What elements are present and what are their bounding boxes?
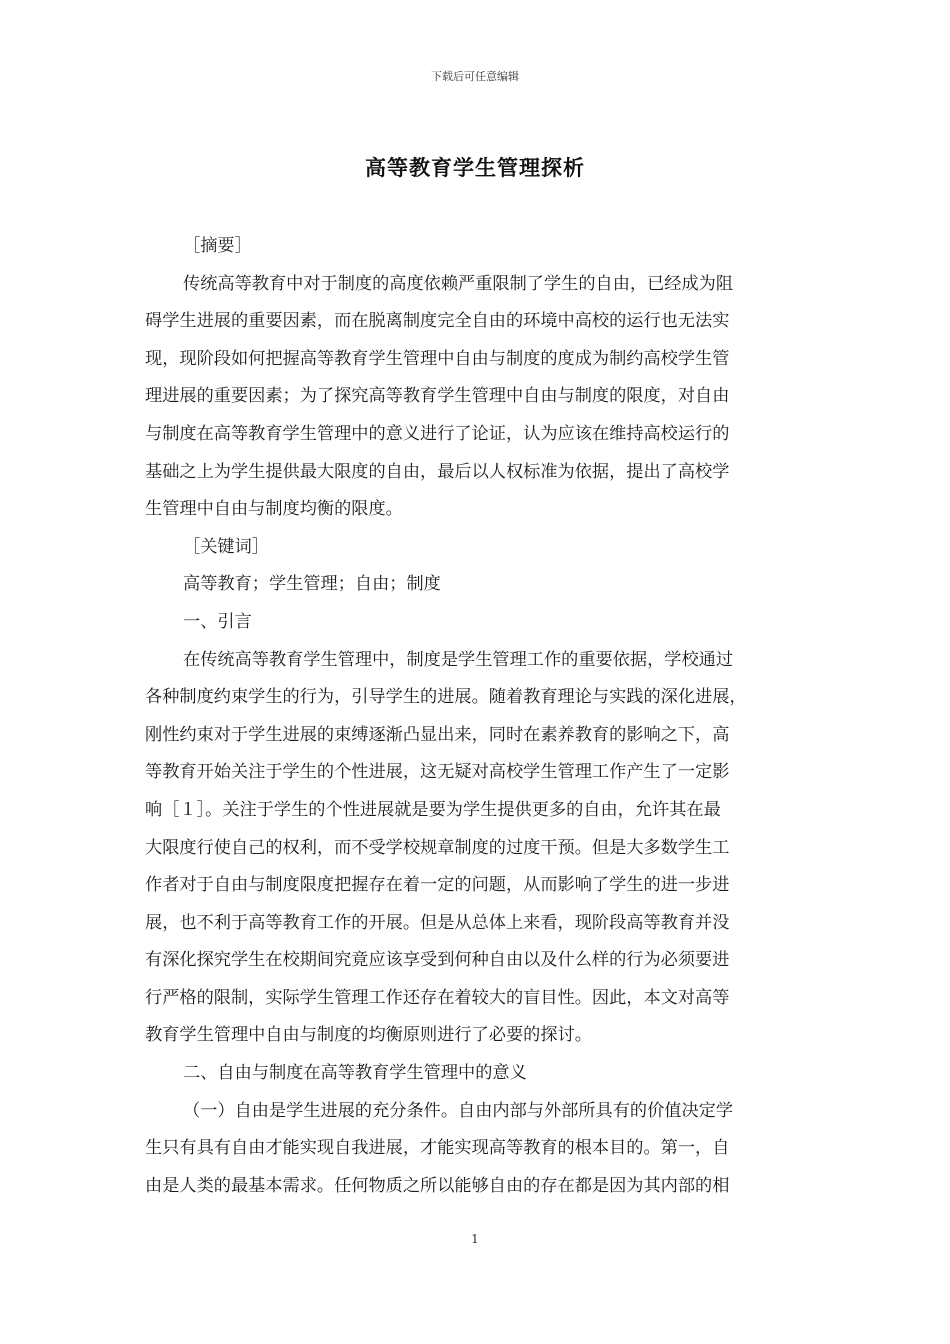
abstract-heading: ［摘要］ [183, 236, 252, 256]
abstract-line: 理进展的重要因素；为了探究高等教育学生管理中自由与制度的限度，对自由 [145, 386, 730, 407]
body-line: 刚性约束对于学生进展的束缚逐渐凸显出来，同时在素养教育的影响之下，高 [145, 724, 730, 745]
body-line: 由是人类的最基本需求。任何物质之所以能够自由的存在都是因为其内部的相 [145, 1175, 730, 1196]
document-title: 高等教育学生管理探析 [365, 155, 585, 180]
keywords-text: 高等教育；学生管理；自由；制度 [183, 574, 441, 595]
keywords-heading: ［关键词］ [183, 536, 269, 557]
body-line: 各种制度约束学生的行为，引导学生的进展。随着教育理论与实践的深化进展， [145, 687, 747, 708]
abstract-line: 与制度在高等教育学生管理中的意义进行了论证，认为应该在维持高校运行的 [145, 423, 730, 444]
abstract-line: 现，现阶段如何把握高等教育学生管理中自由与制度的度成为制约高校学生管 [145, 348, 730, 369]
body-line: 教育学生管理中自由与制度的均衡原则进行了必要的探讨。 [145, 1025, 592, 1046]
abstract-line: 基础之上为学生提供最大限度的自由，最后以人权标准为依据，提出了高校学 [145, 461, 730, 482]
abstract-line: 传统高等教育中对于制度的高度依赖严重限制了学生的自由，已经成为阻 [183, 273, 734, 294]
body-line: 等教育开始关注于学生的个性进展，这无疑对高校学生管理工作产生了一定影 [145, 762, 730, 783]
body-line: 作者对于自由与制度限度把握存在着一定的问题，从而影响了学生的进一步进 [145, 875, 730, 896]
abstract-line: 碍学生进展的重要因素，而在脱离制度完全自由的环境中高校的运行也无法实 [145, 311, 730, 332]
body-line: （一）自由是学生进展的充分条件。自由内部与外部所具有的价值决定学 [183, 1100, 734, 1121]
body-line: 大限度行使自己的权利，而不受学校规章制度的过度干预。但是大多数学生工 [145, 837, 730, 858]
body-line: 展，也不利于高等教育工作的开展。但是从总体上来看，现阶段高等教育并没 [145, 912, 730, 933]
page-header: 下载后可任意编辑 [431, 70, 519, 83]
abstract-line: 生管理中自由与制度均衡的限度。 [145, 499, 403, 520]
body-line: 生只有具有自由才能实现自我进展，才能实现高等教育的根本目的。第一，自 [145, 1138, 730, 1159]
page-number: 1 [471, 1232, 479, 1246]
body-line: 行严格的限制，实际学生管理工作还存在着较大的盲目性。因此，本文对高等 [145, 987, 730, 1008]
section-heading-significance: 二、自由与制度在高等教育学生管理中的意义 [183, 1063, 527, 1084]
section-heading-introduction: 一、引言 [183, 611, 252, 632]
document-body [145, 228, 807, 1205]
body-line: 响［１］。关注于学生的个性进展就是要为学生提供更多的自由，允许其在最 [145, 799, 721, 820]
body-line: 在传统高等教育学生管理中，制度是学生管理工作的重要依据，学校通过 [183, 649, 734, 670]
body-line: 有深化探究学生在校期间究竟应该享受到何种自由以及什么样的行为必须要进 [145, 950, 730, 971]
